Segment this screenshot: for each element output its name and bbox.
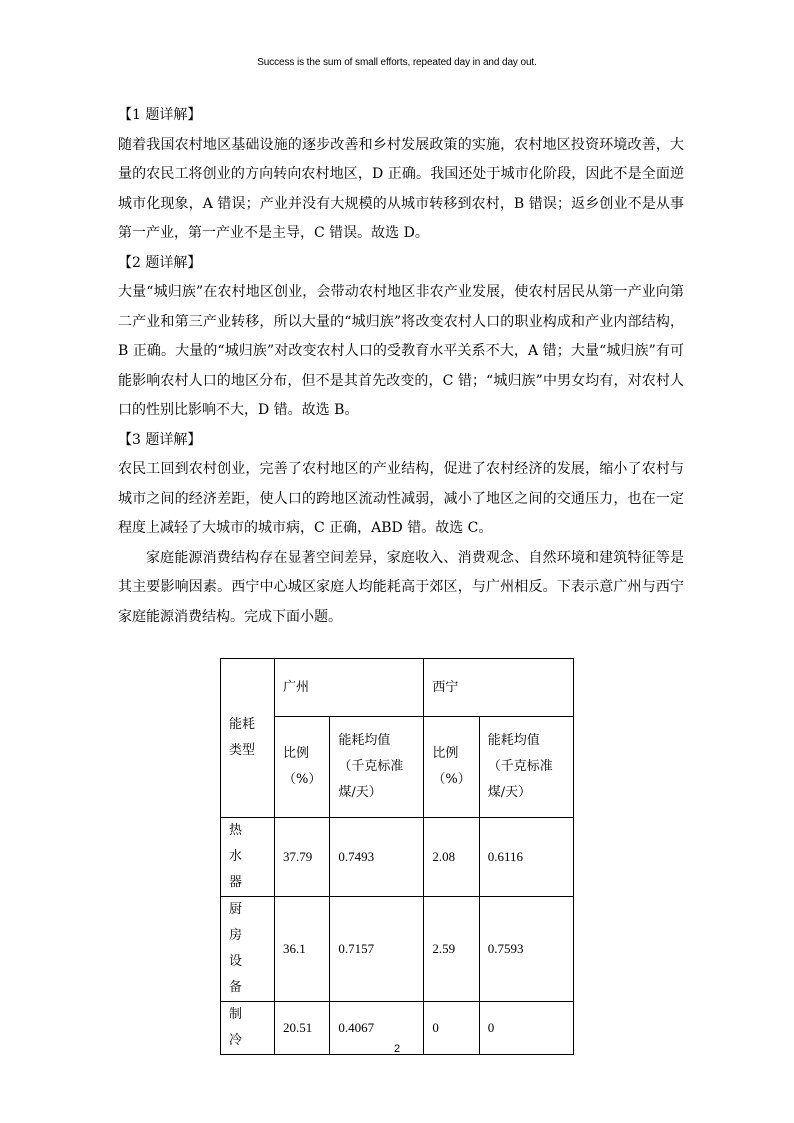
gz-mean-cell: 0.4067	[330, 1002, 424, 1055]
city-header-xining: 西宁	[424, 659, 573, 717]
section-3-heading: 【3 题详解】	[118, 431, 202, 448]
section-3-paragraph: 农民工回到农村创业，完善了农村地区的产业结构，促进了农村经济的发展，缩小了农村与城市之间的经济差距，使人口的跨地区流动性减弱，减小了地区之间的交通压力，也在一定程度上减轻了大城市的城市病，C 正确，ABD 错。故选 C。	[118, 461, 684, 536]
row-header-label: 能耗类型	[229, 717, 256, 758]
type-cell: 厨房设备	[221, 897, 275, 1002]
section-1-paragraph: 随着我国农村地区基础设施的逐步改善和乡村发展政策的实施，农村地区投资环境改善，大量的农民工将创业的方向转向农村地区，D 正确。我国还处于城市化阶段，因此不是全面逆城市化现象，A 错误；产业并没有大规模的从城市转移到农村，B 错误；返乡创业不是从事第一产业，第一产业不是主导，C 错误。故选 D。	[118, 136, 684, 241]
document-body	[118, 101, 684, 632]
gz-mean-header: 能耗均值（千克标准煤/天）	[330, 717, 424, 818]
xn-ratio-cell: 2.59	[424, 897, 479, 1002]
xn-mean-cell: 0.6116	[479, 818, 573, 897]
xn-ratio-cell: 0	[424, 1002, 479, 1055]
row-header-cell	[221, 659, 275, 818]
question-intro-paragraph: 家庭能源消费结构存在显著空间差异，家庭收入、消费观念、自然环境和建筑特征等是其主要影响因素。西宁中心城区家庭人均能耗高于郊区，与广州相反。下表示意广州与西宁家庭能源消费结构。完成下面小题。	[118, 549, 684, 625]
xn-mean-header: 能耗均值（千克标准煤/天）	[479, 717, 573, 818]
gz-ratio-cell: 37.79	[275, 818, 330, 897]
xn-ratio-cell: 2.08	[424, 818, 479, 897]
page-header-motto: Success is the sum of small efforts, repeated day in and day out.	[257, 57, 537, 68]
table-row	[221, 818, 574, 897]
gz-ratio-header: 比例（%）	[275, 717, 330, 818]
city-header-guangzhou: 广州	[275, 659, 424, 717]
table-row	[221, 897, 574, 1002]
xn-mean-cell: 0	[479, 1002, 573, 1055]
xn-ratio-header: 比例（%）	[424, 717, 479, 818]
xn-mean-cell: 0.7593	[479, 897, 573, 1002]
gz-mean-cell: 0.7157	[330, 897, 424, 1002]
section-2-paragraph: 大量“城归族”在农村地区创业，会带动农村地区非农产业发展，使农村居民从第一产业向第二产业和第三产业转移，所以大量的“城归族”将改变农村人口的职业构成和产业内部结构，B 正确。大量的“城归族”对改变农村人口的受教育水平关系不大，A 错；大量“城归族”有可能影响农村人口的地区分布，但不是其首先改变的，C 错；“城归族”中男女均有，对农村人口的性别比影响不大，D 错。故选 B。	[118, 284, 684, 418]
gz-ratio-cell: 36.1	[275, 897, 330, 1002]
type-cell: 热水器	[221, 818, 275, 897]
section-2-heading: 【2 题详解】	[118, 254, 202, 271]
gz-ratio-cell: 20.51	[275, 1002, 330, 1055]
type-cell: 制冷	[221, 1002, 275, 1055]
energy-consumption-table	[220, 658, 574, 1055]
page-number: 2	[393, 1043, 401, 1055]
section-1-heading: 【1 题详解】	[118, 107, 202, 123]
gz-mean-cell: 0.7493	[330, 818, 424, 897]
